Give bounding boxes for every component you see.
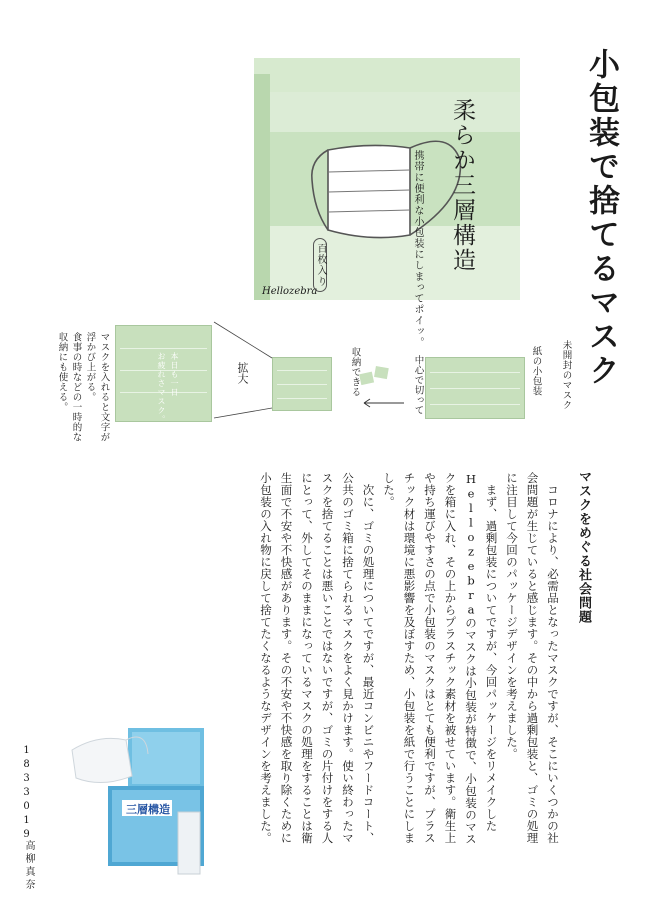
note-line-2: 浮かび上がる。 [84, 332, 96, 402]
article-paragraph: まず、過剰包装についてですが、今回パッケージをリメイクしたHellozebraのマスクは小包装が特徴で、小包装のマスクを箱に入れ、その上からプラスチック素材を被せています。衛生上や持ち運びやすさの点で小包装のマスクはとても便利ですが、プラスチック材は環境に悪影響を及ぼすため、小包装を紙で行うことにしました。 [382, 472, 499, 845]
package-subtitle: 携帯に便利な小包装にしまってポイッ。 [412, 150, 423, 348]
unopened-mask [425, 357, 525, 419]
caption-unopened-2: 紙の小包装 [530, 346, 542, 396]
page-title: 小包装で捨てるマスク [583, 48, 619, 388]
photo-pack-label: 三層構造 [126, 803, 170, 816]
note-line-3: 食事の時などの一時的な [70, 332, 82, 442]
caption-store-1: 収納できる [349, 347, 361, 397]
package-count-badge: 百枚入り [313, 238, 327, 292]
article-paragraph: 次に、ゴミの処理についてですが、最近コンビニやフードコート、公共のゴミ箱に捨てられるマスクをよく見かけます。使い終わったマスクを捨てることは悪いことではないですが、ゴミの片付けをする人にとって、外してそのままになっているマスクの処理をすることは衛生面で不安や不快感があります。その不安や不快感を取り除くために小包装の入れ物に戻して捨てたくなるようなデザインを考えました。 [259, 472, 376, 844]
zoom-label: 拡大 [236, 362, 249, 384]
article-paragraph: コロナにより、必需品となったマスクですが、そこにいくつかの社会問題が生じていると感じます。その中から過剰包装と、ゴミの処理に注目して今回のパッケージデザインを考えました。 [505, 472, 560, 844]
arrow-left-icon [360, 398, 406, 408]
student-id: 1833019 [21, 745, 32, 843]
article-heading: マスクをめぐる社会問題 [576, 470, 591, 624]
article-body [233, 472, 563, 852]
mask-message-2: お疲れさマスク。 [157, 352, 166, 424]
author-name: 高柳真奈 [23, 840, 34, 892]
mask-message-1: 本日も一日 [170, 352, 179, 397]
package-brand: Hellozebra [262, 286, 318, 297]
package-side [254, 74, 270, 300]
package-top [254, 58, 520, 92]
package-title: 柔らか三層構造 [449, 98, 475, 273]
paper-pieces-icon [358, 365, 392, 387]
product-photo [68, 720, 208, 892]
stored-mask [272, 357, 332, 411]
caption-cut-1: 中心で切って [412, 355, 424, 415]
note-line-1: マスクを入れると文字が [98, 332, 110, 442]
caption-unopened-1: 未開封のマスク [560, 340, 572, 410]
note-line-4: 収納にも使える。 [56, 332, 68, 412]
